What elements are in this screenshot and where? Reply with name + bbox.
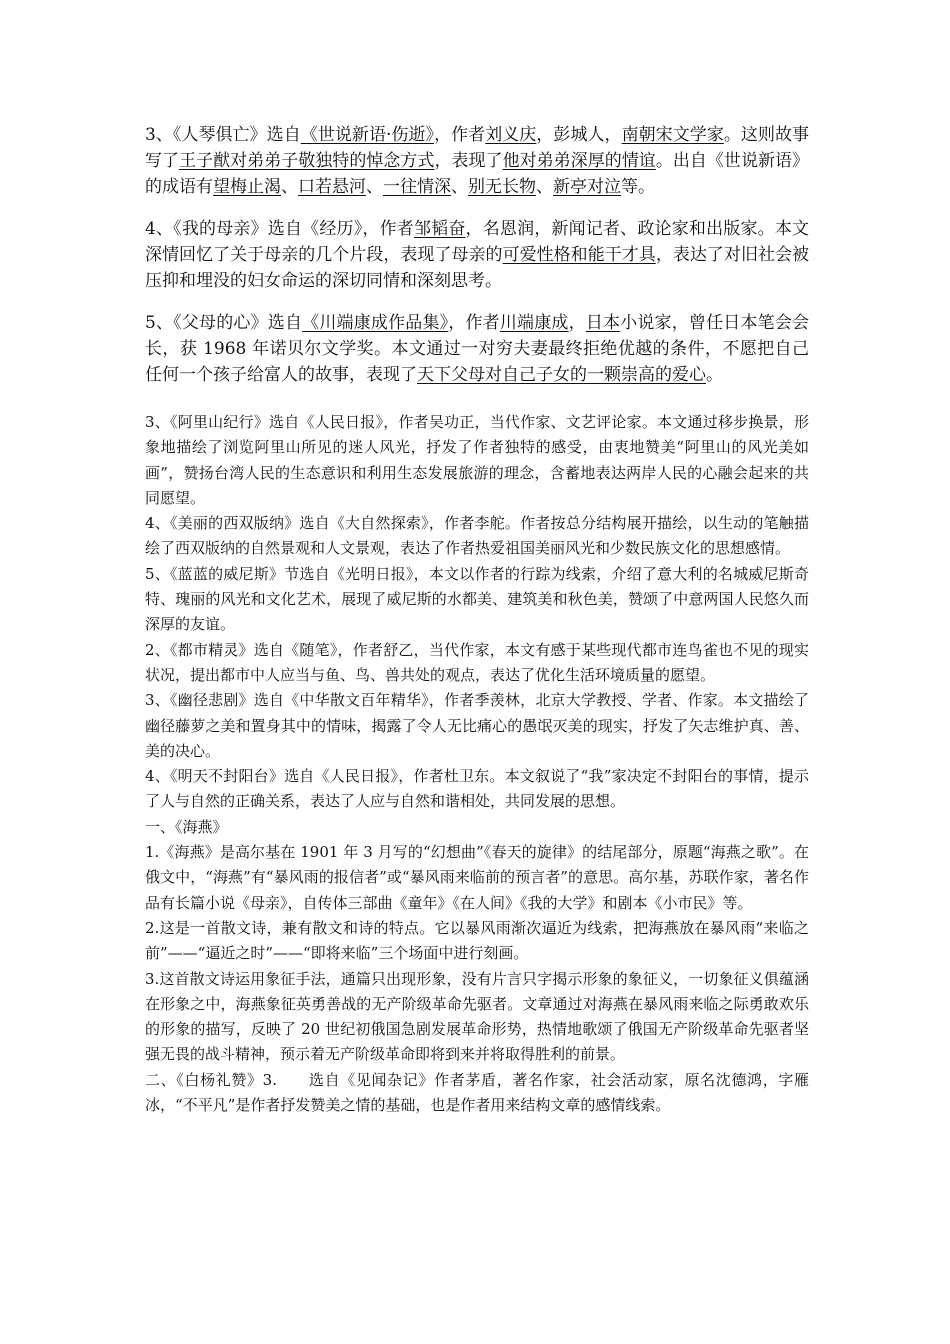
underlined-term: 别无长物 bbox=[468, 177, 536, 197]
text-run: 3、《人琴俱亡》选自 bbox=[145, 125, 301, 145]
para-youjing-beiju: 3、《幽径悲剧》选自《中华散文百年精华》，作者季羡林，北京大学教授、学者、作家。本文描绘了幽径藤萝之美和置身其中的情味，揭露了令人无比痛心的愚氓灭美的现实，抒发了矢志维护真、善、美的决心。 bbox=[145, 691, 809, 760]
underlined-term: 望梅止渴 bbox=[213, 177, 281, 197]
underlined-term: 一往情深 bbox=[383, 177, 451, 197]
underlined-term: 刘义庆 bbox=[485, 125, 537, 145]
text-run: ，作者 bbox=[448, 313, 500, 333]
text-run: 等。 bbox=[621, 177, 655, 197]
underlined-term: 邹韬奋 bbox=[413, 219, 466, 239]
text-run: 、 bbox=[451, 177, 468, 197]
section-fumu-de-xin bbox=[145, 310, 809, 388]
para-haiyan-1: 1.《海燕》是高尔基在 1901 年 3 月写的“幻想曲”《春天的旋律》的结尾部分，原题“海燕之歌”。在俄文中，“海燕”有“暴风雨的报信者”或“暴风雨来临前的预言者”的意思。高尔基，苏联作家，著名作品有长篇小说《母亲》，自传体三部曲《童年》《在人间》《我的大学》和剧本《小市民》等。 bbox=[145, 843, 809, 912]
section-wode-muqin bbox=[145, 216, 809, 294]
text-run: 5、《父母的心》选自 bbox=[145, 313, 303, 333]
para-mingtian-bufeng-yangtai: 4、《明天不封阳台》选自《人民日报》，作者杜卫东。本文叙说了“我”家决定不封阳台的事情，提示了人与自然的正确关系，表达了人应与自然和谐相处，共同发展的思想。 bbox=[145, 767, 809, 811]
underlined-term: 口若悬河 bbox=[298, 177, 366, 197]
para-alishan: 3、《阿里山纪行》选自《人民日报》，作者吴功正，当代作家、文艺评论家。本文通过移步换景，形象地描绘了浏览阿里山所见的迷人风光，抒发了作者独特的感受，由衷地赞美“阿里山的风光美如画”，赞扬台湾人民的生态意识和利用生态发展旅游的理念，含蓄地表达两岸人民的心融会起来的共同愿望。 bbox=[145, 413, 809, 507]
large-text-sections bbox=[145, 122, 809, 388]
text-run: ，名恩润，新闻记者、政论家和出版家。本文深情回忆了关于母亲的几个片段，表现了母亲的 bbox=[145, 219, 810, 265]
underlined-term: 王子猷对弟弟子敬独特的悼念方式 bbox=[179, 151, 435, 171]
text-run: ，表现了 bbox=[434, 151, 503, 171]
document-page bbox=[145, 122, 809, 1118]
text-run: 、 bbox=[366, 177, 383, 197]
section-renqin-juwang bbox=[145, 122, 809, 200]
underlined-term: 他对弟弟深厚的情谊 bbox=[502, 151, 656, 171]
underlined-term: 川端康成 bbox=[499, 313, 569, 333]
text-run: ，表达了对旧社会被压抑和埋没的妇女命运的深切同情和深刻思考。 bbox=[145, 245, 810, 291]
para-weinisi: 5、《蓝蓝的威尼斯》节选自《光明日报》，本文以作者的行踪为线索，介绍了意大利的名城威尼斯奇特、瑰丽的风光和文化艺术，展现了威尼斯的水都美、建筑美和秋色美，赞颂了中意两国人民悠久而深厚的友谊。 bbox=[145, 564, 809, 634]
small-text-paragraphs bbox=[145, 410, 809, 1118]
text-run: 。这则故事写了 bbox=[145, 125, 810, 171]
underlined-term: 《川端康成作品集》 bbox=[302, 313, 449, 333]
underlined-term: 新亭对泣 bbox=[553, 177, 621, 197]
underlined-term: 日本 bbox=[585, 313, 621, 333]
text-run: 小说家，曾任日本笔会会长，获 1968 年诺贝尔文学奖。本文通过一对穷夫妻最终拒绝优越的条件，不愿把自己任何一个孩子给富人的故事，表现了 bbox=[145, 313, 810, 385]
para-xishuangbanna: 4、《美丽的西双版纳》选自《大自然探索》，作者李舵。作者按总分结构展开描绘，以生动的笔触描绘了西双版纳的自然景观和人文景观，表达了作者热爱祖国美丽风光和少数民族文化的思想感情。 bbox=[145, 514, 809, 558]
text-run: 。出自《世说新语》的成语有 bbox=[145, 151, 810, 197]
text-run: ， bbox=[568, 313, 586, 333]
underlined-term: 天下父母对自己子女的一颗崇高的爱心 bbox=[417, 365, 706, 385]
text-run: ，彭城人， bbox=[536, 125, 622, 145]
text-run: 、 bbox=[281, 177, 298, 197]
underlined-term: 可爱性格和能干才具 bbox=[502, 245, 656, 265]
para-dushi-jingling: 2、《都市精灵》选自《随笔》，作者舒乙，当代作家，本文有感于某些现代都市连鸟雀也不见的现实状况，提出都市中人应当与鱼、鸟、兽共处的观点，表达了优化生活环境质量的愿望。 bbox=[145, 640, 809, 684]
heading-haiyan: 一、《海燕》 bbox=[145, 817, 228, 836]
text-run: 。 bbox=[706, 365, 723, 385]
underlined-term: 南朝宋文学家 bbox=[621, 125, 724, 145]
para-haiyan-2: 2.这是一首散文诗，兼有散文和诗的特点。它以暴风雨渐次逼近为线索，把海燕放在暴风雨“来临之前”——“逼近之时”——“即将来临”三个场面中进行刻画。 bbox=[145, 918, 809, 963]
para-haiyan-3: 3.这首散文诗运用象征手法，通篇只出现形象，没有片言只字揭示形象的象征义，一切象征义俱蕴涵在形象之中，海燕象征英勇善战的无产阶级革命先驱者。文章通过对海燕在暴风雨来临之际勇敢欢乐的形象的描写，反映了 20 世纪初俄国急剧发展革命形势，热情地歌颂了俄国无产阶级革命先驱者坚强无畏的战斗精神，预示着无产阶级革命即将到来并将取得胜利的前景。 bbox=[145, 969, 809, 1064]
underlined-term: 《世说新语·伤逝》 bbox=[300, 125, 435, 145]
text-run: 、 bbox=[536, 177, 553, 197]
text-run: ，作者 bbox=[434, 125, 486, 145]
text-run: 4、《我的母亲》选自《经历》，作者 bbox=[145, 219, 414, 239]
para-baiyang-lizan: 二、《白杨礼赞》3. 选自《见闻杂记》作者茅盾，著名作家，社会活动家，原名沈德鸿，字雁冰，“不平凡”是作者抒发赞美之情的基础，也是作者用来结构文章的感情线索。 bbox=[145, 1070, 809, 1115]
